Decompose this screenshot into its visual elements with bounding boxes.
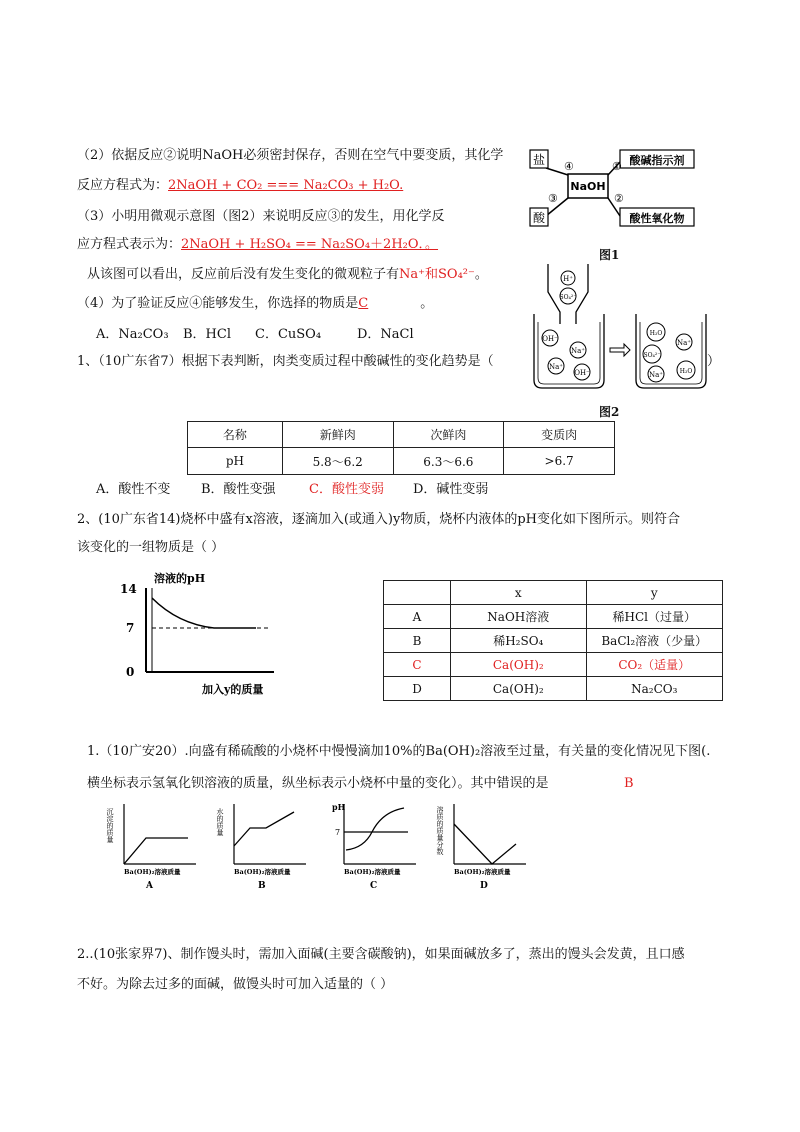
p1-option-b: B．酸性变强 — [201, 482, 276, 497]
q4-line — [77, 295, 433, 313]
fig2-h: H⁺ — [563, 275, 573, 283]
p3-graph-c-ylabel: pH — [332, 802, 346, 812]
p2-chart-xlabel: 加入y的质量 — [202, 683, 264, 696]
p2-row-d-y: Na₂CO₃ — [586, 677, 722, 701]
p2-chart-y14: 14 — [120, 582, 137, 596]
p1-td-3: >6.7 — [504, 448, 615, 475]
fig1-n4: ④ — [564, 160, 574, 173]
p1-option-d: D．碱性变弱 — [413, 482, 489, 497]
fig1-center: NaOH — [570, 180, 606, 193]
q4-answer: C — [358, 296, 369, 311]
p1-th-3: 变质肉 — [504, 422, 615, 448]
p1-option-a: A．酸性不变 — [96, 482, 171, 497]
fig2-na-3: Na⁺ — [677, 339, 691, 347]
p3-graph-b-xlabel: Ba(OH)₂溶液质量 — [234, 868, 291, 876]
p2-chart-ylabel: 溶液的pH — [154, 572, 206, 585]
fig2-caption: 图2 — [599, 405, 620, 419]
fig2-na-1: Na⁺ — [571, 347, 585, 355]
q3-line3 — [87, 266, 488, 284]
p3-graph-a-xlabel: Ba(OH)₂溶液质量 — [124, 868, 181, 876]
p3-graph-a-letter: A — [146, 881, 153, 891]
figure-2-diagram — [526, 262, 716, 392]
q4-suffix: 。 — [420, 296, 434, 311]
p2-row-b-x: 稀H₂SO₄ — [451, 629, 587, 653]
p2-row-b-y: BaCl₂溶液（少量） — [586, 629, 722, 653]
p1-ph-table — [187, 421, 615, 475]
fig1-n1: ① — [612, 160, 622, 173]
p2-row-a-y: 稀HCl（过量） — [586, 605, 722, 629]
p3-graph-c — [330, 800, 420, 892]
p3-graph-d-xlabel: Ba(OH)₂溶液质量 — [454, 868, 511, 876]
p2-row-c-y: CO₂（适量） — [586, 653, 722, 677]
p2-row-c-x: Ca(OH)₂ — [451, 653, 587, 677]
q4-option-b: B．HCl — [183, 327, 231, 342]
p4-line1: 2..(10张家界7)、制作馒头时，需加入面碱(主要含碳酸钠)，如果面碱放多了，蒸出的馒头会发黄，且口感 — [77, 947, 685, 962]
p2-question-line2: 该变化的一组物质是（ ） — [77, 540, 225, 555]
p3-line1: 1.（10广安20）.向盛有稀硫酸的小烧杯中慢慢滴加10%的Ba(OH)₂溶液至过量，有关量的变化情况见下图(. — [87, 744, 711, 759]
fig1-acid: 酸 — [532, 211, 546, 225]
q3-line1: （3）小明用微观示意图（图2）来说明反应③的发生，用化学反 — [77, 209, 445, 224]
q3-answer: 2NaOH + H₂SO₄ == Na₂SO₄＋2H₂O．。 — [181, 237, 439, 252]
fig2-h2o-2: H₂O — [679, 368, 693, 375]
fig1-indicator: 酸碱指示剂 — [629, 154, 685, 167]
p4-line2: 不好。为除去过多的面碱，做馒头时可加入适量的（ ） — [77, 977, 394, 992]
p2-row-d-x: Ca(OH)₂ — [451, 677, 587, 701]
fig1-caption: 图1 — [599, 248, 620, 262]
p1-option-c: C．酸性变弱 — [309, 482, 384, 497]
p2-row-a-x: NaOH溶液 — [451, 605, 587, 629]
p3-graph-c-xlabel: Ba(OH)₂溶液质量 — [344, 868, 401, 876]
p1-td-2: 6.3～6.6 — [393, 448, 504, 475]
p1-th-1: 新鲜肉 — [282, 422, 393, 448]
p2-xy-table — [383, 580, 723, 701]
p2-row-c-label: C — [384, 653, 451, 677]
q4-option-d: D．NaCl — [357, 327, 414, 342]
p3-graph-d — [436, 800, 530, 892]
p3-graph-c-tick: 7 — [335, 828, 341, 837]
q2-line1: （2）依据反应②说明NaOH必须密封保存，否则在空气中要变质，其化学 — [77, 148, 504, 163]
q4-option-a: A．Na₂CO₃ — [96, 327, 169, 342]
q4-option-c: C．CuSO₄ — [255, 327, 322, 342]
p2-th-2: y — [586, 581, 722, 605]
q3-line2-prefix: 应方程式表示为： — [77, 237, 182, 252]
fig2-so4-2: SO₄²⁻ — [643, 352, 661, 359]
p2-ph-chart — [118, 568, 278, 698]
p1-question: 1、（10广东省7）根据下表判断，肉类变质过程中酸碱性的变化趋势是（ — [77, 354, 494, 369]
q2-line2-prefix: 反应方程式为： — [77, 178, 169, 193]
p1-td-0: pH — [188, 448, 283, 475]
p2-chart-y0: 0 — [126, 665, 135, 679]
p3-line2: 横坐标表示氢氧化钡溶液的质量，纵坐标表示小烧杯中量的变化）。其中错误的是 — [87, 776, 549, 791]
q2-line2 — [77, 177, 403, 195]
p2-question-line1: 2、(10广东省14)烧杯中盛有x溶液，逐滴加入(或通入)y物质，烧杯内液体的pH变化如下图所示。则符合 — [77, 512, 680, 527]
fig1-salt: 盐 — [532, 153, 546, 167]
fig2-so4: SO₄²⁻ — [559, 294, 577, 301]
q3-line3-suffix: 。 — [474, 267, 488, 282]
p3-graph-a — [106, 800, 200, 892]
p1-th-0: 名称 — [188, 422, 283, 448]
p2-row-a-label: A — [384, 605, 451, 629]
p3-graph-b — [216, 800, 310, 892]
p1-th-2: 次鲜肉 — [393, 422, 504, 448]
p3-graph-b-letter: B — [258, 881, 266, 891]
fig2-na-4: Na⁺ — [649, 371, 663, 379]
fig2-h2o-1: H₂O — [649, 330, 663, 337]
p3-graph-c-letter: C — [370, 881, 378, 891]
q3-line3-prefix: 从该图可以看出，反应前后没有发生变化的微观粒子有 — [87, 267, 400, 282]
p3-graph-a-ylabel: 沉淀的质量 — [106, 808, 114, 843]
p2-th-0 — [384, 581, 451, 605]
p3-graph-d-ylabel: 溶质的质量分数 — [436, 806, 444, 855]
q3-line2 — [77, 236, 438, 254]
fig2-na-2: Na⁺ — [549, 363, 563, 371]
p3-answer: B — [624, 776, 634, 791]
p1-close: ） — [707, 354, 721, 369]
fig1-oxide: 酸性氧化物 — [629, 212, 685, 225]
p1-td-1: 5.8～6.2 — [282, 448, 393, 475]
fig2-oh-2: OH⁻ — [574, 369, 590, 377]
p2-row-d-label: D — [384, 677, 451, 701]
q2-answer: 2NaOH + CO₂ === Na₂CO₃ + H₂O. — [168, 178, 404, 193]
figure-1-diagram — [520, 138, 720, 238]
p2-chart-y7: 7 — [126, 621, 135, 635]
p3-graph-d-letter: D — [480, 881, 488, 891]
p2-th-1: x — [451, 581, 587, 605]
q3-line3-answer: Na⁺和SO₄²⁻ — [399, 267, 475, 282]
q4-prefix: （4）为了验证反应④能够发生，你选择的物质是 — [77, 296, 359, 311]
fig1-n3: ③ — [548, 192, 558, 205]
fig2-oh-1: OH⁻ — [542, 335, 558, 343]
p2-row-b-label: B — [384, 629, 451, 653]
p3-graph-b-ylabel: 水的质量 — [216, 808, 224, 836]
fig1-n2: ② — [614, 192, 624, 205]
